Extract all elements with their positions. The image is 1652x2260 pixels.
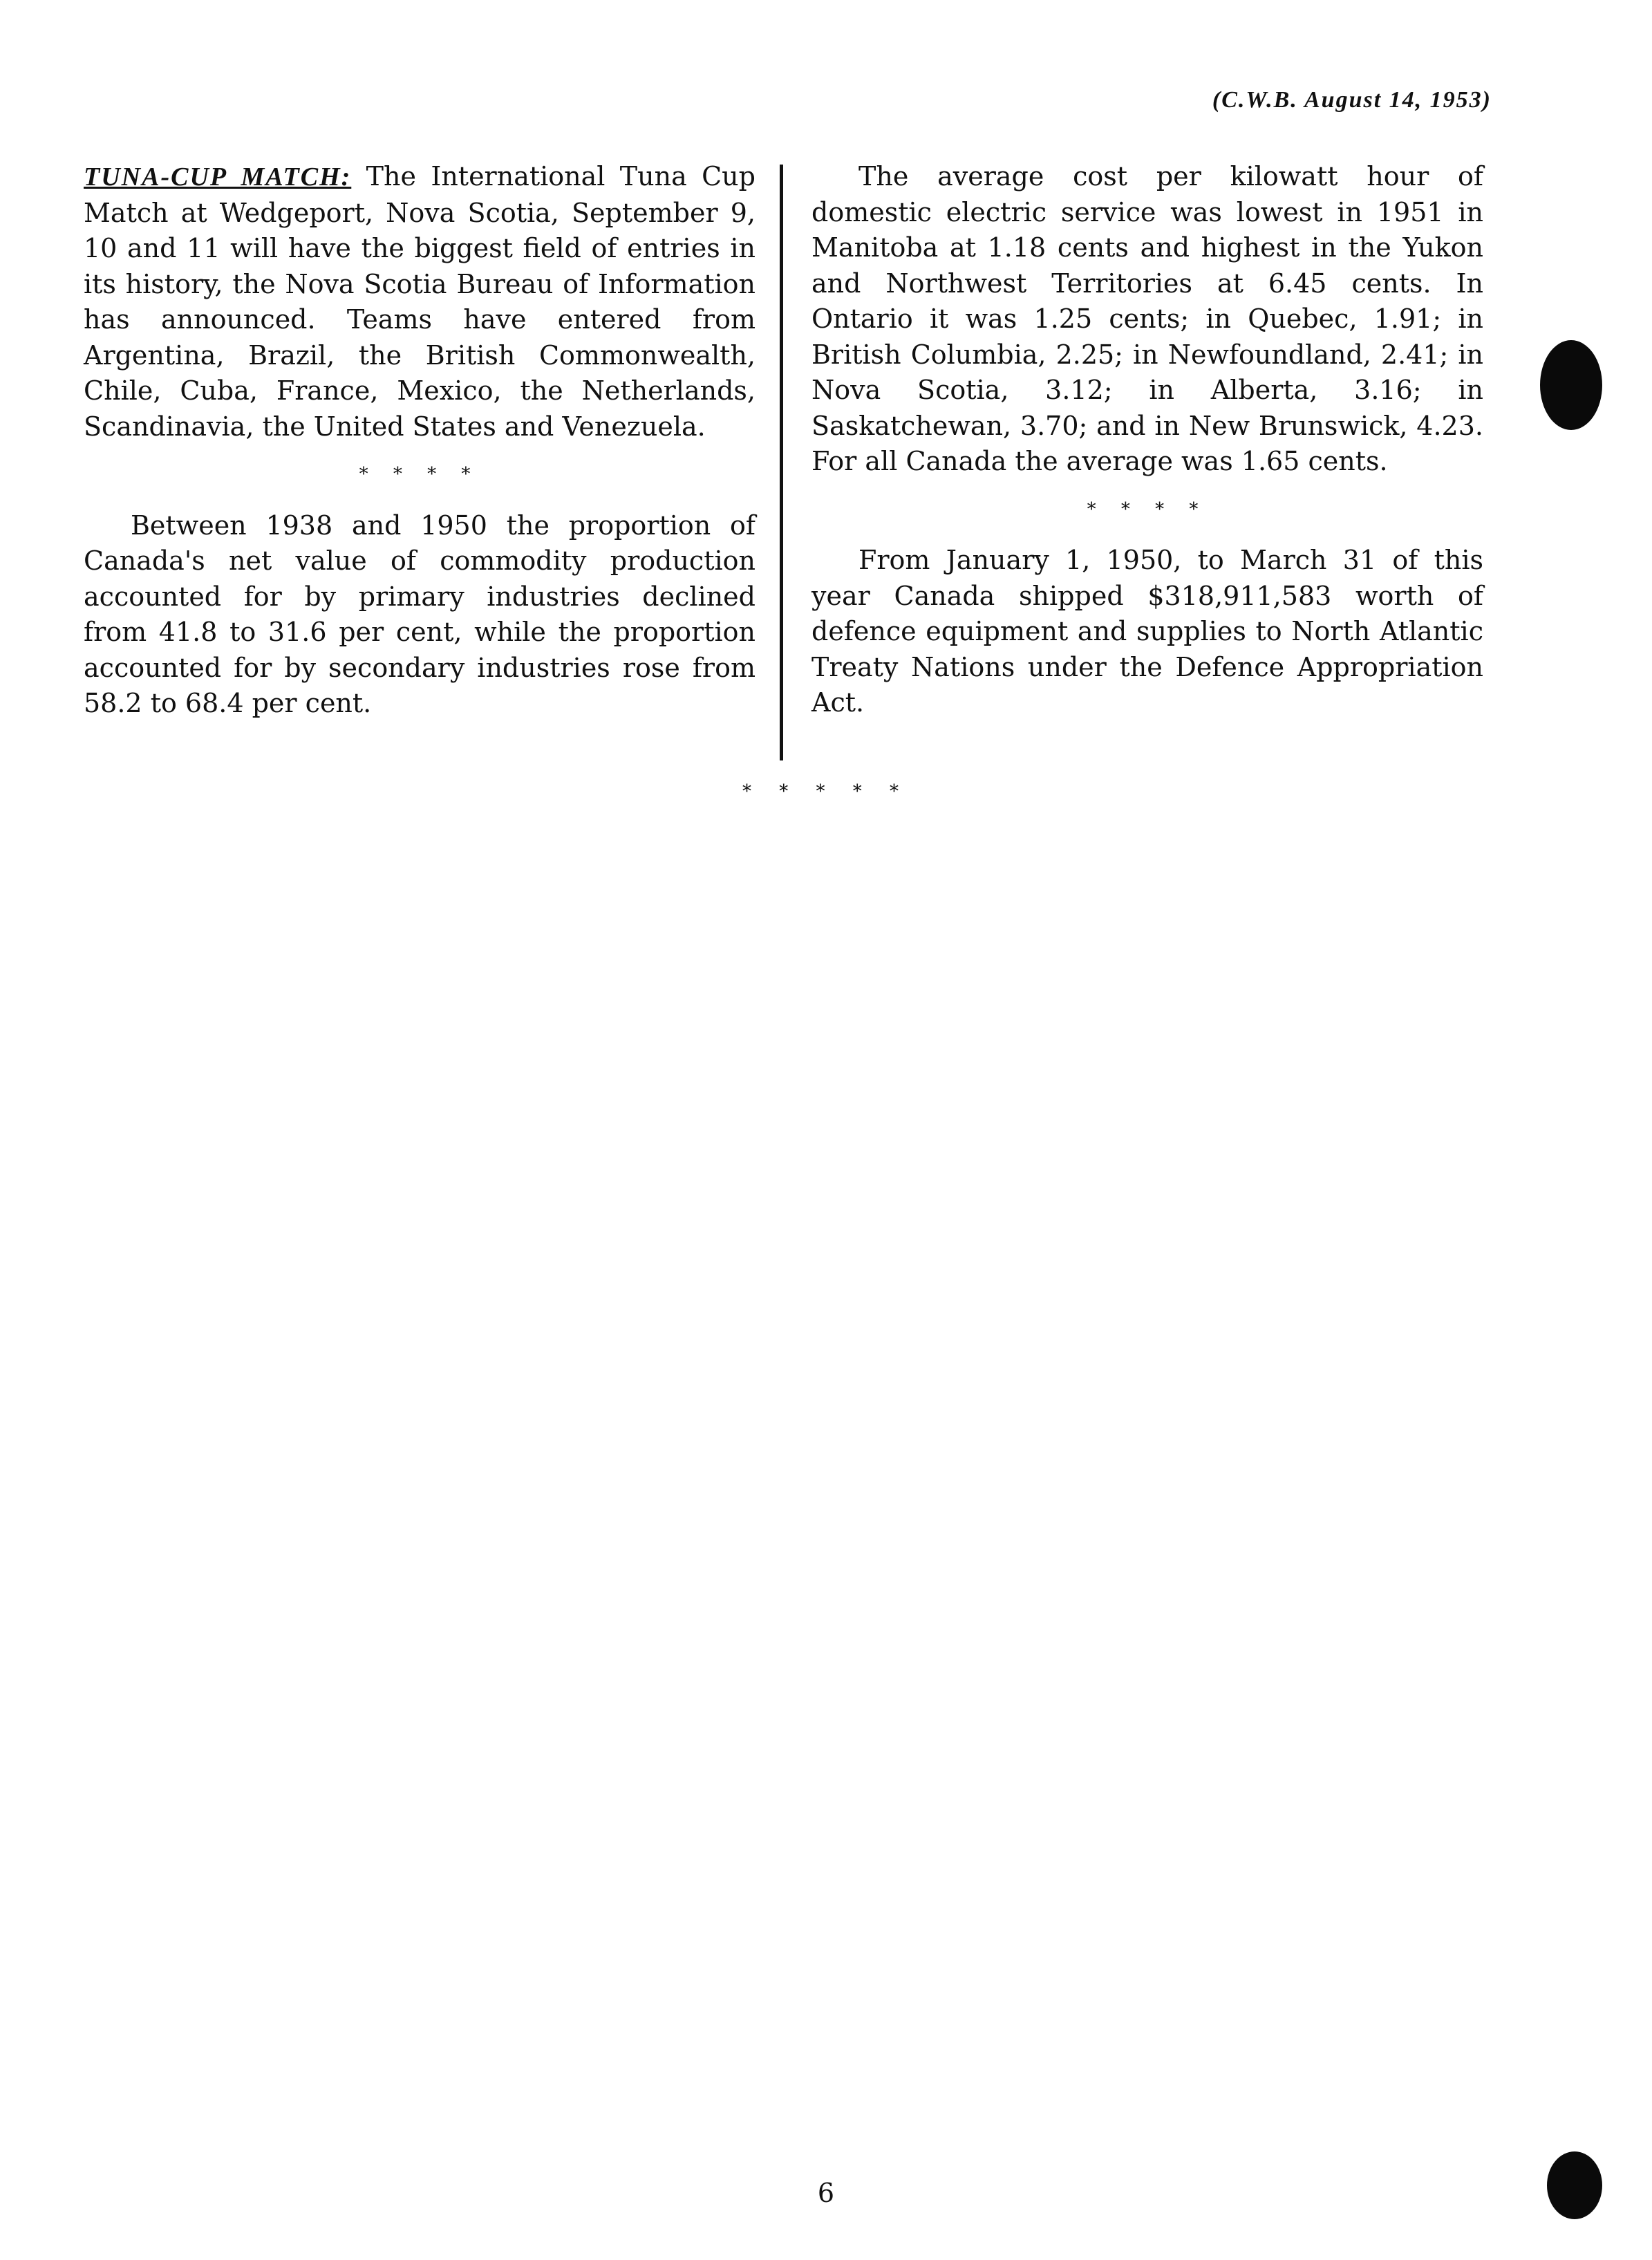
bottom-separator: * * * * * [742,781,910,802]
page-number: 6 [817,2178,835,2208]
tuna-cup-heading: TUNA-CUP MATCH: [84,162,352,192]
left-column [84,159,755,722]
tuna-cup-text: The International Tuna Cup Match at Wedgeport, Nova Scotia, September 9, 10 and 11 will have the biggest field of entries in its history, the Nova Scotia Bureau of Information has announced. Teams have entered from Argentina, Brazil, the British Commonwealth, Chile, Cuba, France, Mexico, the Netherlands, Scandinavia, the United States and Venezuela. [84,161,755,442]
punch-hole-mark [1540,340,1602,430]
separator-stars: * * * * [1087,498,1208,520]
tuna-cup-paragraph [84,159,755,445]
right-column [811,159,1483,721]
electric-cost-paragraph: The average cost per kilowatt hour of domestic electric service was lowest in 1951 in Manitoba at 1.18 cents and highest in the Yukon and Northwest Territories at 6.45 cents. In Ontario it was 1.25 cents; in Quebec, 1.91; in British Columbia, 2.25; in Newfoundland, 2.41; in Nova Scotia, 3.12; in Alberta, 3.16; in Saskatchewan, 3.70; and in New Brunswick, 4.23. For all Canada the average was 1.65 cents. [811,161,1483,476]
bulletin-header: (C.W.B. August 14, 1953) [1212,87,1492,113]
column-divider [780,165,783,760]
defence-shipments-paragraph: From January 1, 1950, to March 31 of this year Canada shipped $318,911,583 worth of defence equipment and supplies to North Atlantic Treaty Nations under the Defence Appropriation Act. [811,545,1483,718]
punch-hole-mark [1547,2151,1602,2219]
separator-stars: * * * * [359,464,480,485]
commodity-production-paragraph: Between 1938 and 1950 the proportion of Canada's net value of commodity production accounted for by primary industries declined from 41.8 to 31.6 per cent, while the proportion accounted for by secondary industries rose from 58.2 to 68.4 per cent. [84,510,755,718]
